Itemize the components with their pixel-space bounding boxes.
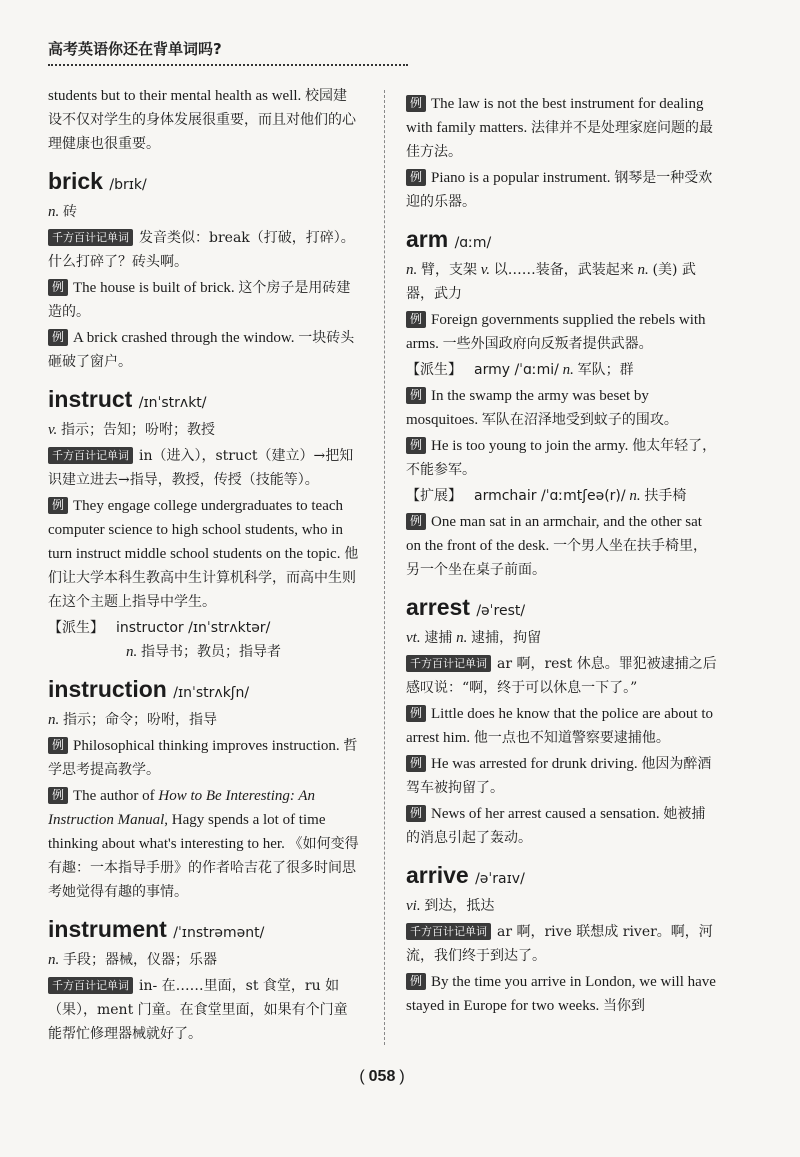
extension: 【扩展】 armchair /ˈɑːmtʃeə(r)/ n. 扶手椅	[406, 488, 687, 504]
example: 例 Foreign governments supplied the rebels with arms. 一些外国政府向反叛者提供武器。	[406, 312, 706, 352]
entry-arm	[406, 224, 718, 582]
example: 例 He was arrested for drunk driving. 他因为醉酒驾车被拘留了。	[406, 756, 712, 796]
mnemonic: 千方百计记单词 发音类似：break（打破，打碎）。什么打碎了？砖头啊。	[48, 230, 355, 270]
phonetic: /ɪnˈstrʌkʃn/	[173, 685, 250, 701]
phonetic: /ɑːm/	[454, 235, 492, 251]
example-tag: 例	[406, 387, 426, 404]
definition: vt. 逮捕 n. 逮捕，拘留	[406, 630, 542, 646]
example-tag: 例	[406, 169, 426, 186]
example-tag: 例	[406, 705, 426, 722]
example: 例 The author of How to Be Interesting: An Instruction Manual, Hagy spends a lot of time thinking about what's interesting to her. 《如何变得有趣：一本指导手册》的作者哈吉花了很多时间思考她觉得有趣的事情。	[48, 788, 359, 900]
example: 例 Piano is a popular instrument. 钢琴是一种受欢迎的乐器。	[406, 170, 713, 210]
phonetic: /ɪnˈstrʌkt/	[138, 395, 207, 411]
book-title: How to Be Interesting: An Instruction Manual	[48, 788, 316, 828]
mnemonic: 千方百计记单词 ar 啊，rest 休息。罪犯被逮捕之后感叹说：“啊，终于可以休息一下了。”	[406, 656, 717, 696]
entry-instruct	[48, 384, 360, 664]
definition: vi. 到达，抵达	[406, 898, 495, 914]
headword: arrive /əˈraɪv/	[406, 862, 525, 888]
example-tag: 例	[48, 497, 68, 514]
left-column	[48, 84, 360, 1046]
example-tag: 例	[406, 755, 426, 772]
phonetic: /əˈrest/	[476, 603, 526, 619]
derivative: 【派生】 instructor /ɪnˈstrʌktər/	[48, 620, 271, 636]
entry-brick	[48, 166, 360, 374]
derivative-tag: 【派生】	[48, 620, 104, 636]
derivative-definition: n. 指导书；教员；指导者	[126, 644, 281, 660]
mnemonic-tag: 千方百计记单词	[406, 655, 491, 672]
extension-tag: 【扩展】	[406, 488, 462, 504]
mnemonic-tag: 千方百计记单词	[48, 229, 133, 246]
definition: n. 指示；命令；吩咐，指导	[48, 712, 217, 728]
page-number: ( 058 )	[352, 1068, 412, 1086]
example-tag: 例	[406, 973, 426, 990]
headword: arrest /əˈrest/	[406, 594, 526, 620]
example: 例 They engage college undergraduates to teach computer science to high school students, who in turn instruct middle school students on the topic. 他们让大学本科生教高中生计算机科学，而高中生则在这个主题上指导中学生。	[48, 498, 359, 610]
example: 例 Philosophical thinking improves instruction. 哲学思考提高教学。	[48, 738, 358, 778]
mnemonic: 千方百计记单词 in- 在……里面，st 食堂，ru 如（果），ment 门童。在食堂里面，如果有个门童能帮忙修理器械就好了。	[48, 978, 348, 1042]
example-tag: 例	[406, 311, 426, 328]
example-tag: 例	[48, 787, 68, 804]
definition: n. 臂，支架 v. 以……装备，武装起来 n. (美) 武器，武力	[406, 262, 696, 302]
mnemonic: 千方百计记单词 ar 啊，rive 联想成 river。啊，河流，我们终于到达了。	[406, 924, 713, 964]
example: 例 The house is built of brick. 这个房子是用砖建造的。	[48, 280, 351, 320]
entry-arrest	[406, 592, 718, 850]
example-tag: 例	[48, 737, 68, 754]
entry-arrive	[406, 860, 718, 1018]
definition: n. 手段；器械，仪器；乐器	[48, 952, 217, 968]
headword: brick /brɪk/	[48, 168, 147, 194]
mnemonic: 千方百计记单词 in（进入），struct（建立）→把知识建立进去→指导，教授，传授（技能等）。	[48, 448, 354, 488]
example: 例 In the swamp the army was beset by mosquitoes. 军队在沼泽地受到蚊子的围攻。	[406, 388, 678, 428]
mnemonic-tag: 千方百计记单词	[48, 447, 133, 464]
phonetic: /brɪk/	[109, 177, 147, 193]
definition: n. 砖	[48, 204, 77, 220]
example-tag: 例	[406, 805, 426, 822]
running-header: 高考英语你还在背单词吗?	[48, 40, 222, 58]
example-tag: 例	[48, 329, 68, 346]
derivative: 【派生】 army /ˈɑːmi/ n. 军队；群	[406, 362, 634, 378]
headword: arm /ɑːm/	[406, 226, 492, 252]
phonetic: /ˈɪnstrəmənt/	[173, 925, 265, 941]
right-column	[406, 92, 718, 1018]
example: 例 News of her arrest caused a sensation. 她被捕的消息引起了轰动。	[406, 806, 706, 846]
headword: instruction /ɪnˈstrʌkʃn/	[48, 676, 250, 702]
header-rule	[48, 64, 408, 66]
intro-paragraph: students but to their mental health as well. 校园建设不仅对学生的身体发展很重要，而且对他们的心理健康也很重要。	[48, 88, 356, 152]
mnemonic-tag: 千方百计记单词	[48, 977, 133, 994]
example-tag: 例	[48, 279, 68, 296]
mnemonic-tag: 千方百计记单词	[406, 923, 491, 940]
column-divider	[384, 90, 385, 1045]
entry-instruction	[48, 674, 360, 904]
headword: instrument /ˈɪnstrəmənt/	[48, 916, 265, 942]
entry-instrument	[48, 914, 360, 1046]
example-tag: 例	[406, 437, 426, 454]
example-tag: 例	[406, 95, 426, 112]
example: 例 The law is not the best instrument for dealing with family matters. 法律并不是处理家庭问题的最佳方法。	[406, 96, 713, 160]
definition: v. 指示；告知；吩咐；教授	[48, 422, 216, 438]
example: 例 One man sat in an armchair, and the other sat on the front of the desk. 一个男人坐在扶手椅里，另一个坐在桌子前面。	[406, 514, 708, 578]
example-tag: 例	[406, 513, 426, 530]
example: 例 He is too young to join the army. 他太年轻了，不能参军。	[406, 438, 717, 478]
derivative-tag: 【派生】	[406, 362, 462, 378]
example: 例 By the time you arrive in London, we will have stayed in Europe for two weeks. 当你到	[406, 974, 716, 1014]
example: 例 Little does he know that the police are about to arrest him. 他一点也不知道警察要逮捕他。	[406, 706, 713, 746]
example: 例 A brick crashed through the window. 一块砖头砸破了窗户。	[48, 330, 355, 370]
phonetic: /əˈraɪv/	[475, 871, 525, 887]
headword: instruct /ɪnˈstrʌkt/	[48, 386, 207, 412]
